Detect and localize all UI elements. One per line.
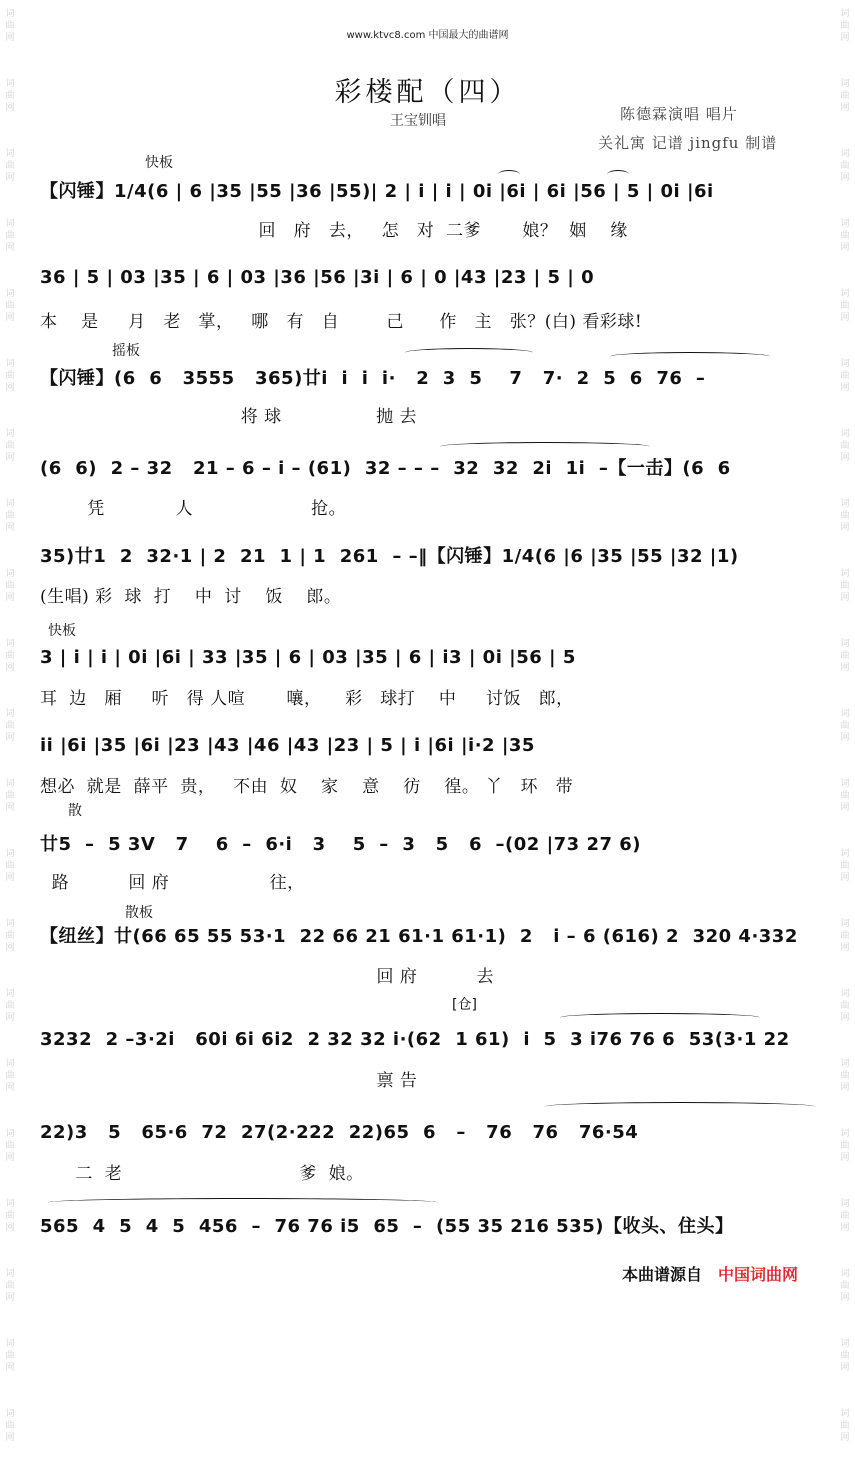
- watermark-mark: 词 曲 网: [840, 1409, 850, 1443]
- watermark-mark: 词 曲 网: [5, 359, 15, 393]
- slur-mark: [607, 170, 629, 179]
- slur-mark: [48, 1198, 438, 1207]
- right-watermark-strip: [835, 0, 855, 1443]
- performer-credit: 陈德霖演唱 唱片: [620, 105, 738, 123]
- source-footer: [622, 1262, 798, 1285]
- lyric-line: 路 回 府 往，: [40, 873, 305, 893]
- slur-mark: [405, 348, 533, 357]
- watermark-mark: 词 曲 网: [5, 1059, 15, 1093]
- watermark-mark: 词 曲 网: [5, 709, 15, 743]
- notation-line: 3 | i | i | 0i |6i | 33 |35 | 6 | 03 |35 | 6 | i3 | 0i |56 | 5: [40, 646, 576, 668]
- watermark-mark: 词 曲 网: [5, 569, 15, 603]
- watermark-mark: 词 曲 网: [5, 79, 15, 113]
- watermark-mark: 词 曲 网: [840, 709, 850, 743]
- watermark-mark: 词 曲 网: [5, 1269, 15, 1303]
- watermark-mark: 词 曲 网: [5, 989, 15, 1023]
- watermark-mark: 词 曲 网: [840, 289, 850, 323]
- singer-role: 王宝钏唱: [390, 113, 446, 129]
- watermark-mark: 词 曲 网: [840, 1269, 850, 1303]
- site-header[interactable]: www.ktvc8.com 中国最大的曲谱网: [346, 30, 509, 41]
- tempo-mark: 快板: [145, 155, 173, 171]
- watermark-mark: 词 曲 网: [840, 499, 850, 533]
- watermark-mark: 词 曲 网: [840, 919, 850, 953]
- lyric-line: 禀 告: [40, 1071, 418, 1091]
- watermark-mark: 词 曲 网: [840, 1339, 850, 1373]
- watermark-mark: 词 曲 网: [5, 499, 15, 533]
- watermark-mark: 词 曲 网: [840, 779, 850, 813]
- watermark-mark: 词 曲 网: [840, 219, 850, 253]
- notation-line: (6 6) 2 – 32 21 – 6 – i – (61) 32 – – – 32 32 2i 1i –【一击】(6 6: [40, 458, 731, 479]
- watermark-mark: 词 曲 网: [840, 79, 850, 113]
- notation-line: 22)3 5 65·6 72 27(2·222 22)65 6 – 76 76 76·54: [40, 1121, 639, 1143]
- watermark-mark: 词 曲 网: [840, 1059, 850, 1093]
- watermark-mark: 词 曲 网: [5, 779, 15, 813]
- watermark-mark: 词 曲 网: [840, 1199, 850, 1233]
- tempo-mark: 快板: [48, 623, 76, 639]
- tempo-mark: 散: [68, 803, 82, 819]
- lyric-line: (生唱) 彩 球 打 中 讨 饭 郎。: [40, 587, 342, 607]
- watermark-mark: 词 曲 网: [840, 1129, 850, 1163]
- lyric-line: 将 球 抛 去: [40, 407, 417, 427]
- source-label: 本曲谱源自: [622, 1265, 703, 1284]
- watermark-mark: 词 曲 网: [5, 849, 15, 883]
- notation-line: 廿5 – 5 3V 7 6 – 6·i 3 5 – 3 5 6 –(02 |73 27 6): [40, 834, 642, 855]
- lyric-line: 凭 人 抢。: [40, 499, 347, 519]
- watermark-mark: 词 曲 网: [840, 989, 850, 1023]
- watermark-mark: 词 曲 网: [5, 1409, 15, 1443]
- watermark-mark: 词 曲 网: [5, 639, 15, 673]
- page-title: 彩楼配（四）: [334, 77, 521, 108]
- transcriber-credit: 关礼寓 记谱 jingfu 制谱: [598, 134, 778, 152]
- watermark-mark: 词 曲 网: [5, 289, 15, 323]
- notation-line: 35)廿1 2 32·1 | 2 21 1 | 1 261 – –‖【闪锤】1/4(6 |6 |35 |55 |32 |1): [40, 546, 739, 567]
- watermark-mark: 词 曲 网: [5, 149, 15, 183]
- notation-line: 36 | 5 | 03 |35 | 6 | 03 |36 |56 |3i | 6 | 0 |43 |23 | 5 | 0: [40, 266, 595, 288]
- notation-line: 3232 2 –3·2i 60i 6i 6i2 2 32 32 i·(62 1 61) i 5 3 i76 76 6 53(3·1 22: [40, 1028, 790, 1050]
- watermark-mark: 词 曲 网: [840, 429, 850, 463]
- lyric-line: 想必 就是 薛平 贵， 不由 奴 家 意 彷 徨。 丫 环 带: [40, 777, 574, 797]
- watermark-mark: 词 曲 网: [840, 149, 850, 183]
- watermark-mark: 词 曲 网: [840, 639, 850, 673]
- tempo-mark: 散板: [125, 905, 153, 921]
- slur-mark: [560, 1013, 760, 1022]
- source-brand-link[interactable]: 中国词曲网: [718, 1265, 799, 1284]
- watermark-mark: 词 曲 网: [840, 9, 850, 43]
- tempo-mark: 摇板: [112, 343, 140, 359]
- notation-line: 【闪锤】1/4(6 | 6 |35 |55 |36 |55)| 2 | i | i | 0i |6i | 6i |56 | 5 | 0i |6i: [40, 181, 714, 202]
- slur-mark: [440, 442, 650, 451]
- cang-annotation: [仓]: [452, 997, 477, 1013]
- lyric-line: 二 老 爹 娘。: [40, 1164, 364, 1184]
- left-watermark-strip: [0, 0, 20, 1443]
- notation-line: 565 4 5 4 5 456 – 76 76 i5 65 – (55 35 216 535)【收头、住头】: [40, 1216, 734, 1237]
- lyric-line: 本 是 月 老 掌， 哪 有 自 己 作 主 张？(白) 看彩球!: [40, 312, 643, 332]
- lyric-line: 回 府 去， 怎 对 二爹 娘？ 姻 缘: [40, 221, 628, 241]
- lyric-line: 耳 边 厢 听 得 人喧 嚷， 彩 球打 中 讨饭 郎，: [40, 689, 574, 709]
- notation-line: ii |6i |35 |6i |23 |43 |46 |43 |23 | 5 | i |6i |i·2 |35: [40, 734, 535, 756]
- watermark-mark: 词 曲 网: [5, 1129, 15, 1163]
- slur-mark: [610, 352, 770, 361]
- watermark-mark: 词 曲 网: [5, 429, 15, 463]
- lyric-line: 回 府 去: [40, 967, 494, 987]
- slur-mark: [498, 170, 520, 179]
- watermark-mark: 词 曲 网: [840, 359, 850, 393]
- watermark-mark: 词 曲 网: [5, 1199, 15, 1233]
- watermark-mark: 词 曲 网: [5, 9, 15, 43]
- watermark-mark: 词 曲 网: [5, 1339, 15, 1373]
- watermark-mark: 词 曲 网: [840, 569, 850, 603]
- watermark-mark: 词 曲 网: [840, 849, 850, 883]
- notation-line: 【闪锤】(6 6 3555 365)廿i i i i· 2 3 5 7 7· 2 5 6 76 –: [40, 368, 706, 389]
- watermark-mark: 词 曲 网: [5, 919, 15, 953]
- watermark-mark: 词 曲 网: [5, 219, 15, 253]
- notation-line: 【纽丝】廿(66 65 55 53·1 22 66 21 61·1 61·1) 2 i – 6 (616) 2 320 4·332: [40, 926, 798, 947]
- slur-mark: [545, 1102, 815, 1111]
